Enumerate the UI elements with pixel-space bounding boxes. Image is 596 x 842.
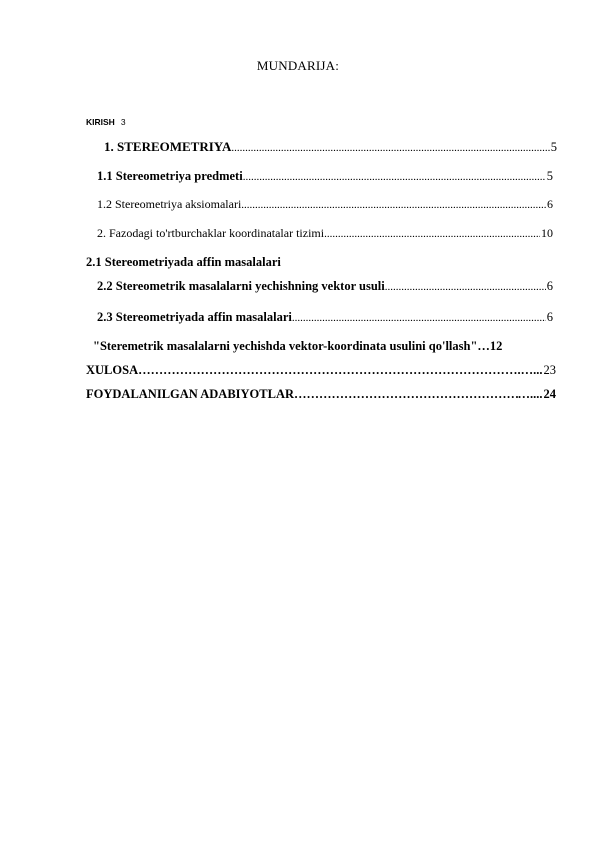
toc-entry-page: 23 xyxy=(543,363,556,377)
toc-entry-label: 2.2 Stereometrik masalalarni yechishning vektor usuli xyxy=(97,279,385,293)
toc-entry-page: 6 xyxy=(546,279,553,293)
toc-entry-affin-masalalari xyxy=(97,309,553,326)
toc-entry-page: 24 xyxy=(543,387,556,401)
toc-entry-vektor-usuli xyxy=(97,278,553,295)
toc-leader-dots xyxy=(241,197,546,213)
toc-leader-dots xyxy=(385,279,546,295)
toc-entry-stereometriya-aksiomalari xyxy=(97,196,553,213)
toc-entry-xulosa xyxy=(86,362,556,378)
toc-entry-label: FOYDALANILGAN ADABIYOTLAR xyxy=(86,387,295,401)
toc-entry-label: 2.3 Stereometriyada affin masalalari xyxy=(97,310,292,324)
page-title: MUNDARIJA: xyxy=(256,58,340,73)
toc-leader-dots xyxy=(231,140,549,156)
toc-entry-vektor-koordinata-usuli xyxy=(93,338,559,354)
toc-entry-stereometriya-predmeti xyxy=(97,168,553,185)
toc-entry-page: 5 xyxy=(546,169,553,183)
toc-entry-page: 3 xyxy=(120,117,126,127)
toc-leader-dots xyxy=(324,226,540,242)
toc-leader-dots xyxy=(243,169,546,185)
toc-entry-kirish xyxy=(86,117,126,127)
toc-entry-label: "Steremetrik masalalarni yechishda vektor-koordinata usulini qo'llash"…12 xyxy=(93,339,503,353)
toc-entry-page: 6 xyxy=(547,197,553,211)
toc-entry-page: 10 xyxy=(541,226,553,240)
toc-entry-adabiyotlar xyxy=(86,386,556,402)
toc-entry-tail: ….…... xyxy=(505,363,543,377)
toc-entry-affin-masalalari-heading xyxy=(86,254,556,270)
toc-entry-label: KIRISH xyxy=(86,117,115,127)
toc-entry-label: 2.1 Stereometriyada affin masalalari xyxy=(86,255,281,269)
toc-entry-page: 6 xyxy=(546,310,553,324)
toc-entry-label: 1.2 Stereometriya aksiomalari xyxy=(97,197,242,211)
toc-entry-page: 5 xyxy=(550,140,557,154)
toc-entry-label: 2. Fazodagi to'rtburchaklar koordinatalar tizimi xyxy=(97,226,325,240)
toc-entry-stereometriya xyxy=(104,139,557,156)
toc-entry-label: 1. STEREOMETRIYA xyxy=(104,139,232,154)
toc-entry-koordinatalar-tizimi xyxy=(97,225,553,242)
toc-entry-label: 1.1 Stereometriya predmeti xyxy=(97,169,243,183)
toc-leader-dots xyxy=(138,362,505,378)
toc-leader-dots xyxy=(294,386,517,402)
toc-entry-tail: ….... xyxy=(517,387,543,401)
toc-leader-dots xyxy=(292,310,546,326)
toc-entry-label: XULOSA xyxy=(86,363,139,377)
